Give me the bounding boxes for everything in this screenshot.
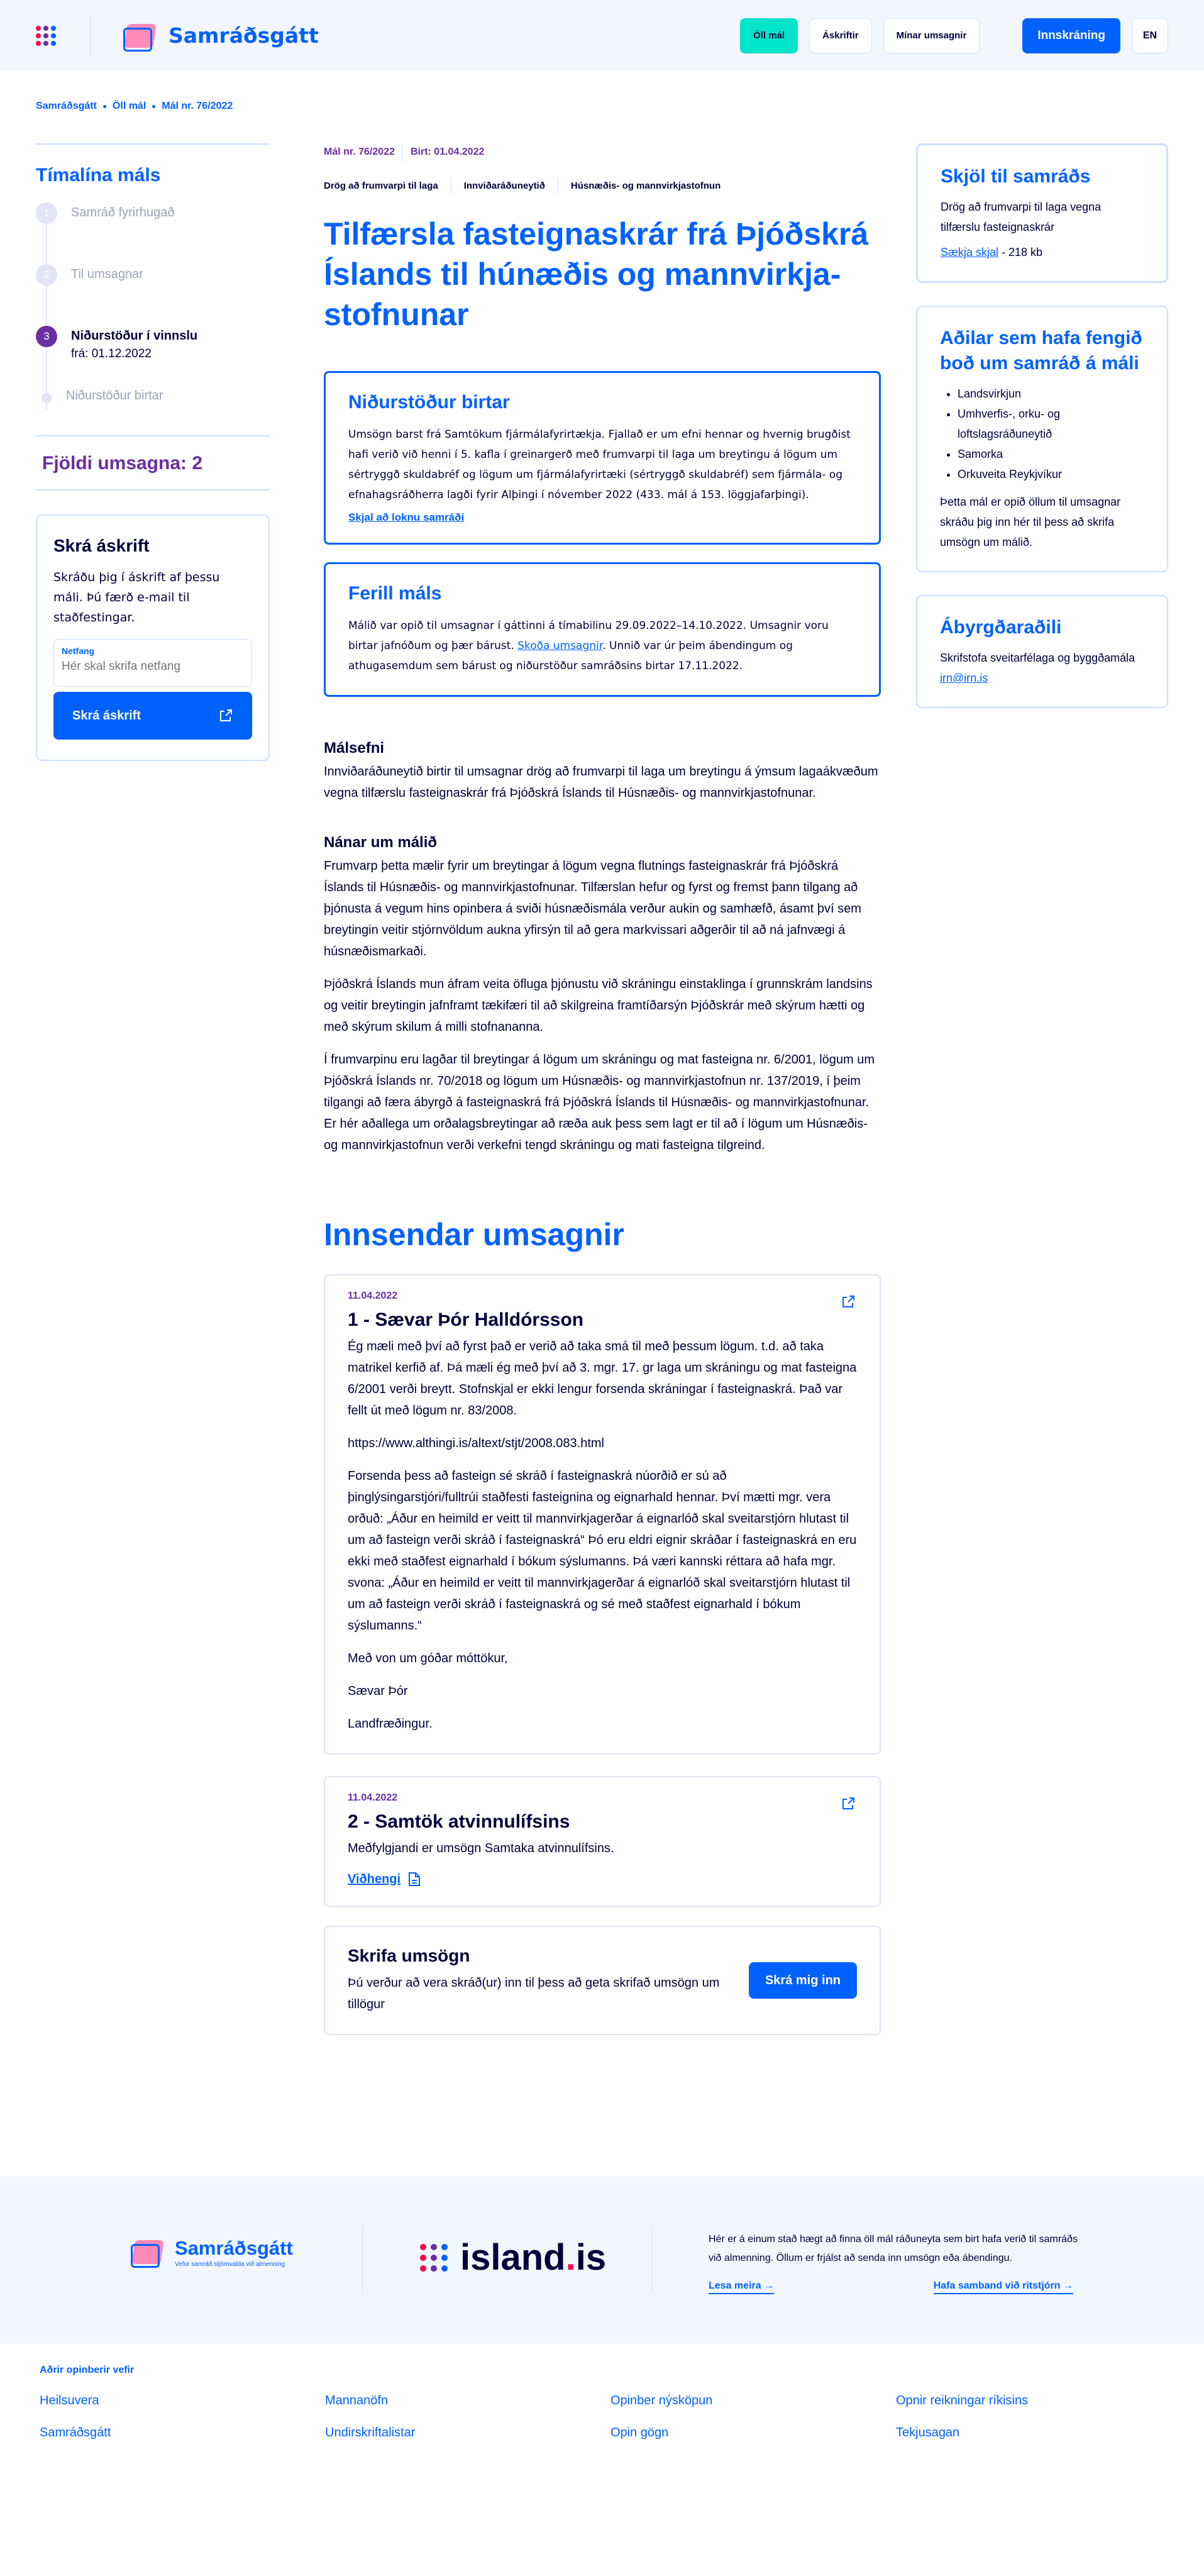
case-meta [324, 143, 881, 161]
write-review-card [324, 1926, 881, 2035]
subscribe-button-label: Skrá áskrift [72, 708, 141, 723]
footer-logo[interactable] [131, 2236, 293, 2268]
island-dots-icon [420, 2244, 448, 2272]
step-number: 3 [36, 326, 57, 347]
party-item: • Umhverfis-, orku- og loftslagsráðuneytið [958, 404, 1144, 444]
review-paragraph: Ég mæli með því að fyrst það er verið að taka smá til með þessum lögum. t.d. að taka matrikel kerfið af. Þá mæli ég með því að 3. mgr. 17. gr laga um skráningu og mat fasteigna 6/2001 verði breytt. Stofnskjal er ekki lengur forsenda skráningar í fasteignaskrá. Það var fellt út með lögum nr. 83/2008. [348, 1340, 857, 1418]
email-label: Netfang [62, 646, 95, 656]
review-author: 2 - Samtök atvinnulífsins [348, 1811, 570, 1832]
review-author: 1 - Sævar Þór Halldórsson [348, 1309, 584, 1330]
parties-card [916, 306, 1168, 572]
logo-text: Samráðsgátt [168, 23, 319, 48]
case-title: Tilfærsla fasteignaskrár frá Þjóðskrá Íslands til húnæðis og mannvirkja-stofnunar [324, 216, 869, 332]
logo-icon [131, 2236, 167, 2268]
external-link-icon[interactable] [841, 1294, 856, 1309]
case-published: Birt: 01.04.2022 [410, 147, 485, 157]
attachment-label: Viðhengi [348, 1872, 401, 1886]
left-sidebar [36, 143, 270, 761]
process-title: Ferill máls [348, 583, 442, 604]
review-paragraph: Landfræðingur. [348, 1717, 433, 1731]
footer-logo-tagline: Vefur samráð stjórnvalda við almenning [175, 2260, 285, 2268]
step-number: 2 [36, 264, 57, 286]
document-download [941, 242, 1144, 262]
parties-title: Aðilar sem hafa fengið boð um samráð á máli [940, 328, 1142, 374]
write-review-text: Þú verður að vera skráð(ur) inn til þess að geta skrifað umsögn um tillögur [348, 1976, 720, 2011]
details-paragraph: Frumvarp þetta mælir fyrir um breytingar á lögum vegna flutnings fasteignaskrár frá Þjóðskrá Íslands til Húsnæðis- og mannvirkjastofnunar. Tilfærslan hefur og fyrst og fremst þann tilgang að þjónusta á vegum hins opinbera á sviði húsnæðismála verður aukin og samhæfð, ásamt því sem breytingin veitir stjórnvöldum aukna yfirsýn til að gera markvissari aðgerðir til að ná jafnvægi á húsnæðismarkaði. [324, 859, 861, 958]
breadcrumb-home[interactable]: Samráðsgátt [36, 101, 97, 111]
contact-editors-link[interactable]: Hafa samband við ritstjórn → [934, 2280, 1073, 2294]
nav-subscriptions[interactable]: Áskriftir [809, 18, 872, 53]
responsible-title: Ábyrgðaraðili [940, 617, 1062, 638]
step-date: frá: 01.12.2022 [71, 347, 152, 360]
login-button[interactable]: Innskráning [1022, 18, 1120, 53]
step-label: Niðurstöður í vinnslu [71, 329, 198, 343]
review-date: 11.04.2022 [348, 1291, 398, 1301]
header-divider [90, 15, 91, 57]
read-more-link[interactable]: Lesa meira → [709, 2280, 774, 2294]
breadcrumb-current[interactable]: Mál nr. 76/2022 [162, 101, 233, 111]
tag-institution: Húsnæðis- og mannvirkjastofnun [570, 180, 721, 191]
case-tags [324, 177, 881, 194]
results-document-link[interactable]: Skjal að loknu samráði [348, 511, 465, 523]
breadcrumb-separator [103, 105, 106, 108]
breadcrumb-separator [152, 105, 155, 108]
party-item: • Samorka [958, 444, 1144, 464]
island-wordmark: island.is [460, 2237, 607, 2278]
footer-divider [651, 2226, 652, 2292]
step-number: 1 [36, 203, 57, 224]
step-label: Samráð fyrirhugað [71, 206, 175, 219]
subject-heading: Málsefni [324, 740, 385, 757]
details-paragraph: Þjóðskrá Íslands mun áfram veita öfluga þjónustu við skráningu einstaklinga í grunnskrám landsins og veitir breytingin jafnframt tækifæri til að skilgreina framtíðarsýn Þjóðskrár með skýrum hætti og með skýrum skilum á milli stofnananna. [324, 977, 873, 1034]
timeline-step [36, 203, 270, 264]
divider [36, 435, 270, 436]
email-input[interactable] [62, 660, 244, 674]
review-paragraph: Meðfylgjandi er umsögn Samtaka atvinnulífsins. [348, 1841, 614, 1855]
review-paragraph: Með von um góðar móttökur, [348, 1652, 508, 1665]
timeline-step [36, 264, 270, 326]
email-field[interactable] [53, 639, 252, 687]
documents-title: Skjöl til samráðs [941, 166, 1091, 187]
subscribe-text: Skráðu þig í áskrift af þessu máli. Þú færð e-mail til staðfestingar. [53, 570, 220, 625]
main-content [324, 143, 881, 2035]
timeline [36, 203, 270, 423]
timeline-step [36, 387, 270, 423]
nav-all-cases[interactable]: Öll mál [740, 18, 798, 53]
review-paragraph: Sævar Þór [348, 1684, 408, 1698]
subscribe-button[interactable] [53, 692, 252, 740]
site-link[interactable]: Opin gögn [610, 2426, 669, 2440]
process-text: Málið var opið til umsagnar í gáttinni á tímabilinu 29.09.2022–14.10.2022. Umsagnir voru birtar jafnóðum og þær bárust. Skoða umsagnir. Unnið var úr þeim ábendingum og athugasemdum sem bárust og niðurstöður samráðsins birtar 17.11.2022. [348, 619, 829, 672]
subscribe-title: Skrá áskrift [53, 536, 150, 555]
other-sites [40, 2365, 1171, 2440]
external-link-icon [218, 708, 233, 723]
external-link-icon[interactable] [841, 1796, 856, 1811]
site-link[interactable]: Tekjusagan [896, 2426, 960, 2440]
site-link[interactable]: Undirskriftalistar [325, 2426, 416, 2440]
subject-text: Innviðaráðuneytið birtir til umsagnar drög að frumvarpi til laga um breytingu á ýmsum lagaákvæðum vegna tilfærslu fasteignaskrár frá Þjóðskrá Íslands til Húsnæðis- og mannvirkjastofnunar. [324, 765, 878, 800]
party-item: • Landsvirkjun [958, 384, 1144, 404]
documents-text: Drög að frumvarpi til laga vegna tilfærslu fasteignaskrár [941, 201, 1102, 233]
footer-divider [362, 2226, 363, 2292]
island-logo[interactable] [420, 2236, 606, 2279]
breadcrumb-all-cases[interactable]: Öll mál [112, 101, 146, 111]
document-icon [408, 1872, 421, 1887]
document-size: - 218 kb [998, 246, 1043, 258]
login-to-review-button[interactable]: Skrá mig inn [749, 1962, 857, 1999]
attachment-link[interactable] [348, 1872, 857, 1887]
divider [36, 143, 270, 145]
apps-grid-icon[interactable] [36, 26, 56, 46]
review-count: Fjöldi umsagna: 2 [42, 453, 203, 474]
party-item: • Orkuveita Reykjvíkur [958, 464, 1144, 484]
download-document-link[interactable]: Sækja skjal [941, 246, 999, 258]
parties-list [940, 384, 1144, 484]
review-paragraph: Forsenda þess að fasteign sé skráð í fasteignaskrá núorðið er sú að þinglýsingarstjóri/fulltrúi staðfesti fasteignina og eignarhald hennar. Því mætti mgr. vera orðuð: „Áður en heimild er veitt til mannvirkjagerðar á eignarlóð skal sveitarstjórn hlutast til um að fasteign verði skráð í fasteignaskrá“ Þó eru eldri eignir skráðar í fasteignaskrá en eru ekki með staðfest eignarhald í bókum sýslumanns. Þá væri kannski réttara að hafa mgr. svona: „Áður en heimild er veitt til mannvirkjagerðar á eignarlóð skal sveitarstjórn hlutast til um að fasteign verði skráð í fasteignaskrá og sé með staðfest eignarhald í bókum sýslumanns.“ [348, 1469, 857, 1633]
documents-card [916, 143, 1168, 283]
site-header [0, 0, 1204, 71]
site-link[interactable]: Opnir reikningar ríkisins [896, 2394, 1029, 2407]
logo-icon [123, 20, 160, 52]
site-link[interactable]: Opinber nýsköpun [610, 2394, 713, 2407]
footer-logo-name: Samráðsgátt [175, 2236, 293, 2259]
review-card [324, 1776, 881, 1907]
reviews-heading: Innsendar umsagnir [324, 1217, 624, 1252]
other-sites-grid [40, 2394, 1171, 2440]
results-text: Umsögn barst frá Samtökum fjármálafyrirtækja. Fjallað er um efni hennar og hvernig brugðist hafi verið við henni í 5. kafla í greinargerð með frumvarpi til laga um breytingu á lögum um sértryggð skuldabréf og lögum um fjármálafyrirtæki (sértryggð skuldabréf) sem fjármála- og efnahagsráðherra lagði fyrir Alþingi í nóvember 2022 (433. mál á 153. löggjafarþingi). [348, 428, 851, 501]
site-link[interactable]: Mannanöfn [325, 2394, 389, 2407]
tag-ministry: Innviðaráðuneytið [463, 180, 545, 191]
divider [36, 489, 270, 491]
step-label: Niðurstöður birtar [66, 389, 163, 402]
breadcrumb [36, 101, 233, 112]
other-sites-label: Aðrir opinberir vefir [40, 2365, 135, 2375]
step-dot [41, 393, 52, 403]
subscribe-card [36, 514, 270, 761]
tag-type: Drög að frumvarpi til laga [324, 180, 438, 191]
site-footer [0, 2176, 1204, 2344]
responsible-text: Skrifstofa sveitarfélaga og byggðamála irn@irn.is [940, 652, 1135, 684]
write-review-title: Skrifa umsögn [348, 1946, 470, 1965]
language-button[interactable]: EN [1132, 18, 1168, 53]
nav-my-reviews[interactable]: Mínar umsagnir [883, 18, 980, 53]
footer-links [709, 2280, 1073, 2294]
site-link[interactable]: Samráðsgátt [40, 2426, 111, 2440]
review-card [324, 1274, 881, 1755]
case-number: Mál nr. 76/2022 [324, 147, 395, 157]
responsible-email-link[interactable]: irn@irn.is [940, 672, 988, 684]
site-link[interactable]: Heilsuvera [40, 2394, 99, 2407]
footer-text: Hér er á einum stað hægt að finna öll mál ráðuneyta sem birt hafa verið til samráðs við almenning. Öllum er frjálst að senda inn umsögn eða ábendingu. [709, 2234, 1078, 2263]
review-date: 11.04.2022 [348, 1792, 398, 1803]
right-sidebar [916, 143, 1168, 731]
view-reviews-link[interactable]: Skoða umsagnir [517, 640, 603, 652]
details-paragraph: Í frumvarpinu eru lagðar til breytingar á lögum um skráningu og mat fasteigna nr. 6/2001, lögum um Þjóðskrá Íslands nr. 70/2018 og lögum um Húsnæðis- og mannvirkjastofnun nr. 137/2019, í þeim tilgangi að færa ábyrgð á fasteignaskrá frá Þjóðskrá Íslands til Húsnæðis- og mannvirkjastofnunar. Er hér aðallega um orðalagsbreytingar að ræða auk þess sem lagt er til að í lögum um Húsnæðis- og mannvirkjastofnun verði verkefni tengd skráningu og mati fasteigna tilgreind. [324, 1053, 875, 1152]
details-heading: Nánar um málið [324, 834, 438, 851]
timeline-title: Tímalína máls [36, 165, 161, 186]
responsible-card [916, 595, 1168, 708]
step-label: Til umsagnar [71, 267, 143, 281]
results-title: Niðurstöður birtar [348, 392, 510, 413]
results-box [324, 371, 881, 545]
process-box [324, 562, 881, 697]
timeline-step-current [36, 326, 270, 387]
review-paragraph: https://www.althingi.is/altext/stjt/2008.083.html [348, 1436, 604, 1450]
site-logo[interactable] [123, 20, 319, 52]
parties-text: Þetta mál er opið öllum til umsagnar skráðu þig inn hér til þess að skrifa umsögn um málið. [940, 496, 1121, 548]
